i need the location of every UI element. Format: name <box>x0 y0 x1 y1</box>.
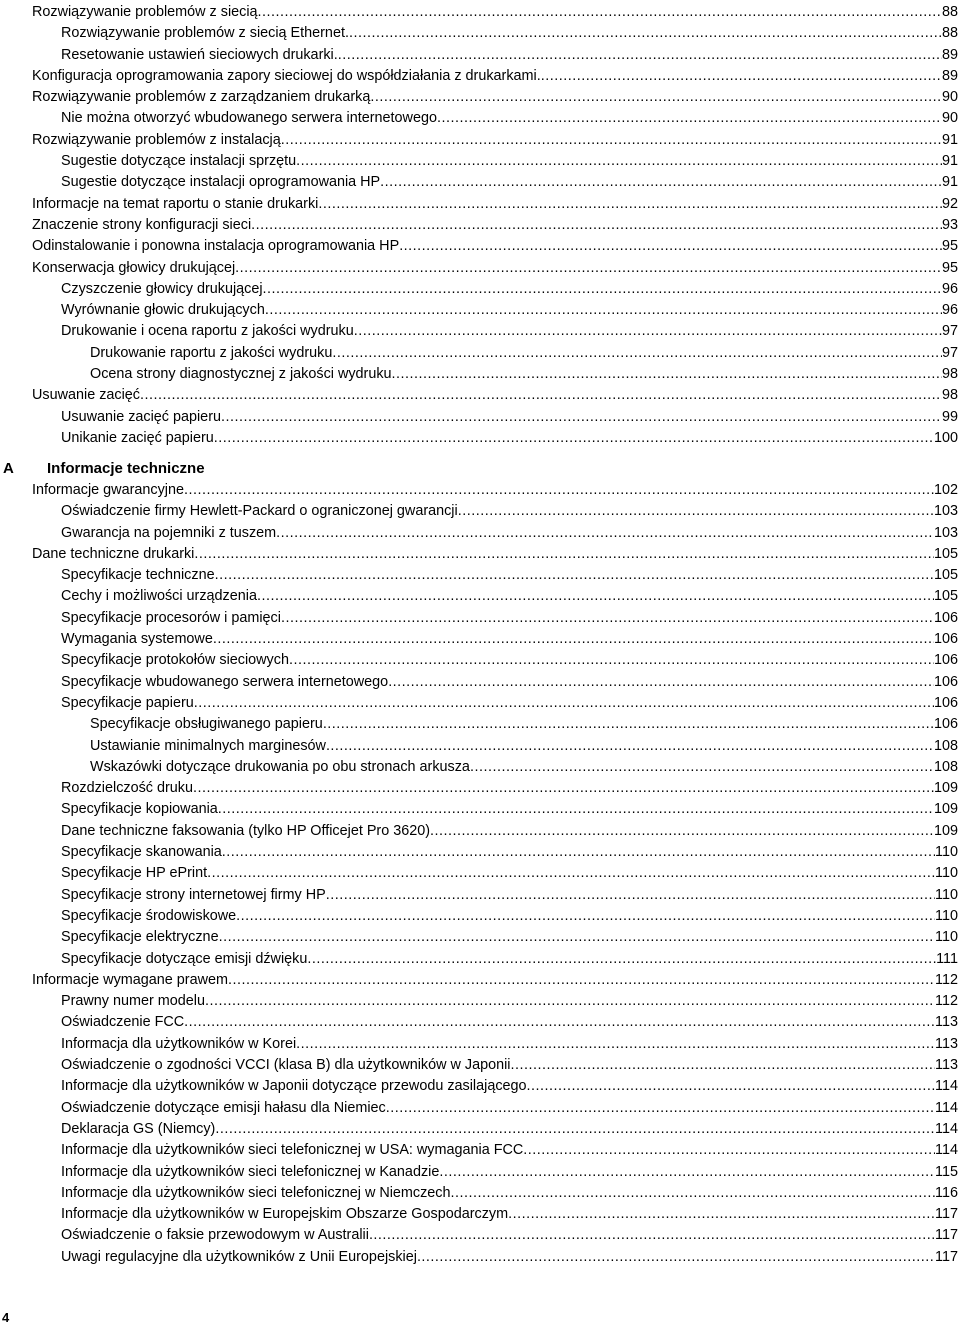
toc-entry[interactable] <box>0 949 960 970</box>
toc-leader-dots <box>332 343 942 364</box>
toc-leader-dots <box>205 991 935 1012</box>
toc-entry[interactable] <box>0 1162 960 1183</box>
toc-entry-title[interactable]: Informacje dla użytkowników sieci telefonicznej w USA: wymagania FCC <box>61 1142 524 1159</box>
toc-entry-page-number[interactable]: 95 <box>941 238 958 255</box>
toc-leader-dots <box>184 480 934 501</box>
toc-entry-page-number[interactable]: 97 <box>941 323 958 340</box>
toc-entry-title[interactable]: Specyfikacje obsługiwanego papieru <box>90 716 323 733</box>
toc-entry-title[interactable]: Oświadczenie firmy Hewlett-Packard o ograniczonej gwarancji <box>61 503 458 520</box>
toc-leader-dots <box>370 87 942 108</box>
toc-entry[interactable] <box>0 970 960 991</box>
toc-entry[interactable] <box>0 236 960 257</box>
toc-leader-dots <box>236 906 935 927</box>
toc-entry[interactable] <box>0 407 960 428</box>
toc-entry-title[interactable]: Unikanie zacięć papieru <box>61 429 214 446</box>
toc-entry-page-number[interactable]: 96 <box>941 302 958 319</box>
toc-leader-dots <box>508 1204 935 1225</box>
toc-entry-title[interactable]: Cechy i możliwości urządzenia <box>61 588 257 605</box>
toc-entry-page-number[interactable]: 99 <box>941 408 958 425</box>
toc-leader-dots <box>380 172 942 193</box>
toc-entry[interactable] <box>0 1055 960 1076</box>
toc-entry-page-number[interactable]: 114 <box>935 1099 958 1116</box>
page-number: 4 <box>2 1310 10 1325</box>
toc-entry-title[interactable]: Prawny numer modelu <box>61 993 205 1010</box>
toc-entry-page-number[interactable]: 111 <box>936 950 958 967</box>
toc-entry-title[interactable]: Sugestie dotyczące instalacji oprogramowania HP <box>61 174 381 191</box>
toc-entry-page-number[interactable]: 112 <box>935 971 958 988</box>
toc-entry-title[interactable]: Konserwacja głowicy drukującej <box>32 259 236 276</box>
toc-leader-dots <box>458 501 934 522</box>
toc-entry-page-number[interactable]: 117 <box>935 1248 958 1265</box>
appendix-title[interactable]: Informacje techniczne <box>47 460 205 477</box>
toc-entry-title[interactable]: Rozwiązywanie problemów z zarządzaniem drukarką <box>32 89 371 106</box>
toc-entry-page-number[interactable]: 113 <box>935 1035 958 1052</box>
toc-entry[interactable] <box>0 523 960 544</box>
toc-entry[interactable] <box>0 1225 960 1246</box>
toc-entry-page-number[interactable]: 103 <box>933 503 958 520</box>
toc-leader-dots <box>392 364 942 385</box>
toc-entry[interactable] <box>0 108 960 129</box>
toc-leader-dots <box>215 1119 935 1140</box>
toc-entry-title[interactable]: Drukowanie raportu z jakości wydruku <box>90 344 333 361</box>
toc-entry[interactable] <box>0 927 960 948</box>
toc-leader-dots <box>235 258 942 279</box>
toc-entry[interactable] <box>0 821 960 842</box>
toc-leader-dots <box>218 799 934 820</box>
toc-entry-page-number[interactable]: 106 <box>933 694 958 711</box>
toc-entry-page-number[interactable]: 106 <box>933 716 958 733</box>
toc-entry[interactable] <box>0 586 960 607</box>
toc-entry-page-number[interactable]: 100 <box>933 429 958 446</box>
toc-entry-page-number[interactable]: 98 <box>941 387 958 404</box>
toc-entry[interactable] <box>0 1247 960 1268</box>
toc-entry-page-number[interactable]: 91 <box>941 153 958 170</box>
toc-entry-page-number[interactable]: 114 <box>935 1120 958 1137</box>
toc-leader-dots <box>265 300 942 321</box>
toc-entry-page-number[interactable]: 106 <box>933 652 958 669</box>
toc-entry[interactable] <box>0 650 960 671</box>
toc-leader-dots <box>184 1012 935 1033</box>
toc-entry-title[interactable]: Rozwiązywanie problemów z instalacją <box>32 131 281 148</box>
toc-entry-page-number[interactable]: 105 <box>933 588 958 605</box>
toc-leader-dots <box>338 45 942 66</box>
toc-entry-page-number[interactable]: 110 <box>935 844 958 861</box>
toc-entry[interactable] <box>0 842 960 863</box>
toc-leader-dots <box>326 885 935 906</box>
toc-entry-title[interactable]: Specyfikacje papieru <box>61 694 194 711</box>
toc-entry-page-number[interactable]: 116 <box>935 1184 958 1201</box>
toc-entry[interactable] <box>0 343 960 364</box>
toc-entry[interactable] <box>0 258 960 279</box>
toc-entry-title[interactable]: Specyfikacje dotyczące emisji dźwięku <box>61 950 308 967</box>
toc-entry[interactable] <box>0 151 960 172</box>
toc-entry[interactable] <box>0 1098 960 1119</box>
toc-entry-page-number[interactable]: 88 <box>941 4 958 20</box>
toc-leader-dots <box>258 2 942 23</box>
toc-leader-dots <box>194 693 934 714</box>
toc-entry[interactable] <box>0 1034 960 1055</box>
toc-leader-dots <box>194 544 934 565</box>
toc-leader-dots <box>207 863 935 884</box>
toc-entry[interactable] <box>0 215 960 236</box>
toc-list-part2 <box>0 480 960 1268</box>
toc-entry-title[interactable]: Informacje dla użytkowników sieci telefonicznej w Kanadzie <box>61 1163 440 1180</box>
toc-entry-title[interactable]: Znaczenie strony konfiguracji sieci <box>32 216 252 233</box>
toc-entry[interactable] <box>0 799 960 820</box>
toc-entry[interactable] <box>0 991 960 1012</box>
toc-leader-dots <box>437 108 942 129</box>
toc-leader-dots <box>215 565 934 586</box>
toc-leader-dots <box>193 778 934 799</box>
toc-entry-page-number[interactable]: 102 <box>933 482 958 498</box>
toc-entry-title[interactable]: Nie można otworzyć wbudowanego serwera internetowego <box>61 110 437 127</box>
toc-entry-title[interactable]: Informacje dla użytkowników w Japonii dotyczące przewodu zasilającego <box>61 1078 527 1095</box>
toc-entry-title[interactable]: Informacje dla użytkowników w Europejskim Obszarze Gospodarczym <box>61 1206 509 1223</box>
toc-entry[interactable] <box>0 300 960 321</box>
toc-entry[interactable] <box>0 66 960 87</box>
toc-entry-page-number[interactable]: 110 <box>935 865 958 882</box>
toc-entry-title[interactable]: Resetowanie ustawień sieciowych drukarki. <box>61 46 338 63</box>
toc-entry-title[interactable]: Oświadczenie o zgodności VCCI (klasa B) dla użytkowników w Japonii <box>61 1057 511 1074</box>
toc-entry-title[interactable]: Deklaracja GS (Niemcy) <box>61 1120 216 1137</box>
toc-leader-dots <box>430 821 934 842</box>
toc-entry-page-number[interactable]: 103 <box>933 524 958 541</box>
toc-entry-page-number[interactable]: 92 <box>941 195 958 212</box>
toc-entry[interactable] <box>0 130 960 151</box>
toc-entry[interactable] <box>0 672 960 693</box>
toc-entry-page-number[interactable]: 109 <box>933 822 958 839</box>
toc-entry[interactable] <box>0 565 960 586</box>
toc-entry[interactable] <box>0 736 960 757</box>
toc-entry[interactable] <box>0 364 960 385</box>
toc-entry-page-number[interactable]: 108 <box>933 758 958 775</box>
toc-leader-dots <box>369 1225 935 1246</box>
toc-leader-dots <box>541 66 942 87</box>
toc-leader-dots <box>213 629 934 650</box>
toc-entry-page-number[interactable]: 114 <box>935 1142 958 1159</box>
toc-entry-page-number[interactable]: 105 <box>933 567 958 584</box>
toc-entry-title[interactable]: Oświadczenie dotyczące emisji hałasu dla Niemiec <box>61 1099 386 1116</box>
toc-entry[interactable] <box>0 321 960 342</box>
toc-entry-page-number[interactable]: 91 <box>941 174 958 191</box>
toc-leader-dots <box>222 842 935 863</box>
toc-entry[interactable] <box>0 906 960 927</box>
toc-entry[interactable] <box>0 480 960 501</box>
toc-leader-dots <box>354 321 942 342</box>
toc-leader-dots <box>289 650 934 671</box>
toc-entry[interactable] <box>0 279 960 300</box>
toc-entry[interactable] <box>0 1119 960 1140</box>
toc-entry-title[interactable]: Uwagi regulacyjne dla użytkowników z Unii Europejskiej <box>61 1248 417 1265</box>
toc-entry-page-number[interactable]: 98 <box>941 366 958 383</box>
toc-entry-title[interactable]: Ustawianie minimalnych marginesów <box>90 737 326 754</box>
toc-list-part1 <box>0 2 960 449</box>
toc-entry[interactable] <box>0 544 960 565</box>
toc-leader-dots <box>214 428 934 449</box>
toc-entry[interactable] <box>0 885 960 906</box>
toc-entry[interactable] <box>0 757 960 778</box>
toc-entry-title[interactable]: Specyfikacje skanowania <box>61 844 222 861</box>
toc-leader-dots <box>296 151 942 172</box>
toc-entry[interactable] <box>0 194 960 215</box>
toc-leader-dots <box>386 1098 935 1119</box>
toc-entry[interactable] <box>0 87 960 108</box>
toc-leader-dots <box>281 608 934 629</box>
toc-leader-dots <box>451 1183 936 1204</box>
toc-entry[interactable] <box>0 629 960 650</box>
toc-leader-dots <box>140 385 942 406</box>
appendix-heading <box>0 458 960 480</box>
toc-entry-title[interactable]: Specyfikacje środowiskowe <box>61 907 237 924</box>
toc-leader-dots <box>296 1034 935 1055</box>
toc-entry-page-number[interactable]: 106 <box>933 673 958 690</box>
toc-entry-page-number[interactable]: 108 <box>933 737 958 754</box>
toc-entry-page-number[interactable]: 114 <box>935 1078 958 1095</box>
toc-entry[interactable] <box>0 1183 960 1204</box>
toc-entry-title[interactable]: Informacje na temat raportu o stanie drukarki <box>32 195 319 212</box>
toc-leader-dots <box>307 949 936 970</box>
toc-entry[interactable] <box>0 1140 960 1161</box>
toc-entry-title[interactable]: Specyfikacje strony internetowej firmy HP <box>61 886 326 903</box>
toc-leader-dots <box>318 194 942 215</box>
toc-entry[interactable] <box>0 1204 960 1225</box>
toc-leader-dots <box>399 236 942 257</box>
toc-entry-title[interactable]: Dane techniczne drukarki <box>32 545 195 562</box>
toc-entry-title[interactable]: Informacje dla użytkowników sieci telefonicznej w Niemczech <box>61 1184 451 1201</box>
toc-entry-title[interactable]: Informacja dla użytkowników w Korei <box>61 1035 297 1052</box>
toc-entry-title[interactable]: Specyfikacje elektryczne <box>61 929 219 946</box>
toc-entry-page-number[interactable]: 93 <box>941 216 958 233</box>
toc-entry-title[interactable]: Sugestie dotyczące instalacji sprzętu <box>61 153 297 170</box>
toc-entry-page-number[interactable]: 88 <box>941 25 958 42</box>
toc-entry-page-number[interactable]: 106 <box>933 609 958 626</box>
toc-leader-dots <box>323 714 934 735</box>
toc-entry[interactable] <box>0 172 960 193</box>
toc-entry-title[interactable]: Informacje wymagane prawem <box>32 971 228 988</box>
toc-leader-dots <box>470 757 934 778</box>
toc-leader-dots <box>511 1055 936 1076</box>
toc-entry[interactable] <box>0 714 960 735</box>
toc-entry-page-number[interactable]: 113 <box>935 1057 958 1074</box>
toc-entry-page-number[interactable]: 105 <box>933 545 958 562</box>
toc-entry-title[interactable]: Rozwiązywanie problemów z siecią <box>32 4 258 20</box>
toc-entry-page-number[interactable]: 90 <box>941 89 958 106</box>
appendix-letter: A <box>3 460 14 477</box>
toc-entry-page-number[interactable]: 110 <box>935 929 958 946</box>
toc-entry-page-number[interactable]: 90 <box>941 110 958 127</box>
toc-entry-page-number[interactable]: 97 <box>941 344 958 361</box>
toc-leader-dots <box>281 130 942 151</box>
toc-entry-title[interactable]: Wyrównanie głowic drukujących <box>61 302 265 319</box>
toc-entry[interactable] <box>0 2 960 23</box>
toc-leader-dots <box>228 970 935 991</box>
toc-entry-page-number[interactable]: 117 <box>935 1206 958 1223</box>
toc-entry[interactable] <box>0 428 960 449</box>
toc-entry-page-number[interactable]: 115 <box>935 1163 958 1180</box>
toc-leader-dots <box>257 586 934 607</box>
toc-entry-title[interactable]: Specyfikacje HP ePrint <box>61 865 208 882</box>
toc-entry-title[interactable]: Wymagania systemowe <box>61 631 213 648</box>
toc-entry[interactable] <box>0 23 960 44</box>
toc-entry-page-number[interactable]: 109 <box>933 780 958 797</box>
toc-entry-page-number[interactable]: 106 <box>933 631 958 648</box>
toc-entry[interactable] <box>0 45 960 66</box>
toc-leader-dots <box>263 279 942 300</box>
toc-entry-page-number[interactable]: 89 <box>941 67 958 84</box>
toc-entry[interactable] <box>0 1012 960 1033</box>
toc-entry-title[interactable]: Oświadczenie FCC <box>61 1014 185 1031</box>
toc-entry-page-number[interactable]: 110 <box>935 907 958 924</box>
toc-entry-title[interactable]: Drukowanie i ocena raportu z jakości wydruku <box>61 323 354 340</box>
toc-entry[interactable] <box>0 608 960 629</box>
toc-entry[interactable] <box>0 501 960 522</box>
toc-leader-dots <box>388 672 934 693</box>
toc-entry-page-number[interactable]: 89 <box>941 46 958 63</box>
toc-entry-title[interactable]: Specyfikacje procesorów i pamięci <box>61 609 281 626</box>
toc-leader-dots <box>417 1247 935 1268</box>
toc-leader-dots <box>221 407 942 428</box>
toc-entry-page-number[interactable]: 113 <box>935 1014 958 1031</box>
toc-entry-title[interactable]: Specyfikacje wbudowanego serwera internetowego <box>61 673 389 690</box>
toc-entry-title[interactable]: Gwarancja na pojemniki z tuszem <box>61 524 277 541</box>
toc-entry-page-number[interactable]: 112 <box>935 993 958 1010</box>
toc-entry-page-number[interactable]: 110 <box>935 886 958 903</box>
toc-entry[interactable] <box>0 1076 960 1097</box>
toc-entry-title[interactable]: Informacje gwarancyjne <box>32 482 184 498</box>
toc-leader-dots <box>251 215 942 236</box>
toc-entry-title[interactable]: Usuwanie zacięć <box>32 387 140 404</box>
toc-entry-title[interactable]: Odinstalowanie i ponowna instalacja oprogramowania HP <box>32 238 400 255</box>
toc-entry-page-number[interactable]: 96 <box>941 280 958 297</box>
toc-entry-title[interactable]: Oświadczenie o faksie przewodowym w Australii <box>61 1227 369 1244</box>
toc-entry-page-number[interactable]: 91 <box>941 131 958 148</box>
toc-entry-title[interactable]: Wskazówki dotyczące drukowania po obu stronach arkusza <box>90 758 470 775</box>
toc-leader-dots <box>527 1076 936 1097</box>
toc-entry-title[interactable]: Konfiguracja oprogramowania zapory sieciowej do współdziałania z drukarkami. <box>32 67 541 84</box>
toc-entry-title[interactable]: Dane techniczne faksowania (tylko HP Officejet Pro 3620) <box>61 822 431 839</box>
toc-entry-title[interactable]: Czyszczenie głowicy drukującej <box>61 280 263 297</box>
toc-leader-dots <box>219 927 935 948</box>
toc-entry-title[interactable]: Rozwiązywanie problemów z siecią Ethernet. <box>61 25 349 42</box>
toc-entry-title[interactable]: Specyfikacje protokołów sieciowych <box>61 652 289 669</box>
toc-entry-title[interactable]: Specyfikacje kopiowania <box>61 801 218 818</box>
toc-entry[interactable] <box>0 863 960 884</box>
toc-entry-page-number[interactable]: 109 <box>933 801 958 818</box>
toc-leader-dots <box>439 1162 935 1183</box>
toc-leader-dots <box>326 736 934 757</box>
toc-leader-dots <box>349 23 942 44</box>
toc-entry[interactable] <box>0 778 960 799</box>
toc-leader-dots <box>523 1140 935 1161</box>
toc-entry[interactable] <box>0 693 960 714</box>
toc-entry-title[interactable]: Specyfikacje techniczne <box>61 567 215 584</box>
toc-entry-page-number[interactable]: 117 <box>935 1227 958 1244</box>
toc-entry-title[interactable]: Rozdzielczość druku <box>61 780 193 797</box>
toc-entry[interactable] <box>0 385 960 406</box>
toc-entry-title[interactable]: Usuwanie zacięć papieru <box>61 408 221 425</box>
toc-entry-page-number[interactable]: 95 <box>941 259 958 276</box>
toc-leader-dots <box>276 523 934 544</box>
toc-entry-title[interactable]: Ocena strony diagnostycznej z jakości wydruku <box>90 366 392 383</box>
